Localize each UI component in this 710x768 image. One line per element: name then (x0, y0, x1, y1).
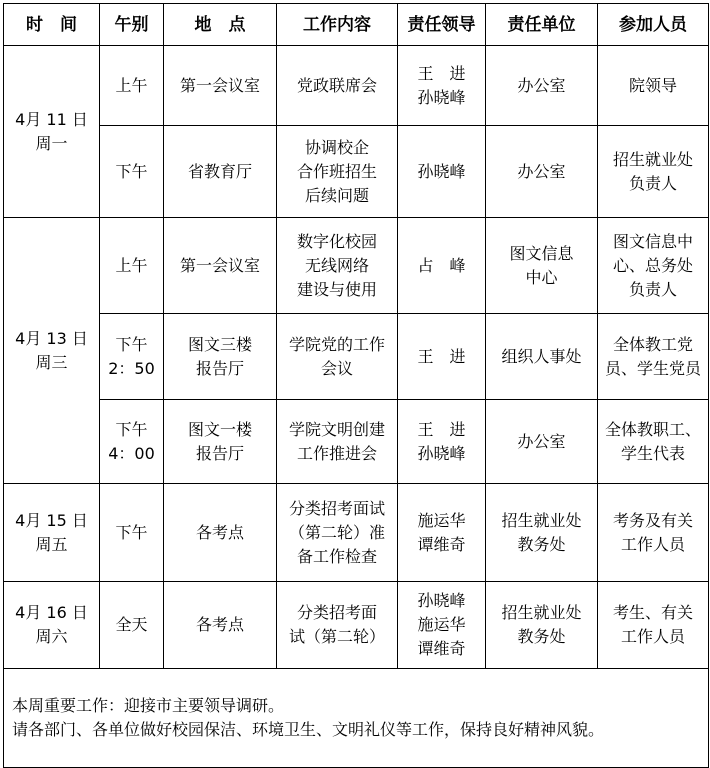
day-cell (4, 582, 100, 669)
unit-cell: 招生就业处 教务处 (486, 582, 598, 669)
leader-cell: 孙晓峰 施运华 谭维奇 (398, 582, 486, 669)
attendees-cell: 图文信息中 心、总务处 负责人 (598, 218, 709, 314)
leader-cell: 孙晓峰 (398, 126, 486, 218)
header-row (4, 4, 709, 46)
header-time: 时 间 (4, 4, 100, 46)
day-weekday: 周六 (35, 627, 68, 646)
attendees-cell: 全体教职工、 学生代表 (598, 400, 709, 484)
leader-cell: 占 峰 (398, 218, 486, 314)
period-cell: 上午 (100, 218, 164, 314)
attendees-cell: 院领导 (598, 46, 709, 126)
day-cell (4, 484, 100, 582)
content-cell: 数字化校园 无线网络 建设与使用 (277, 218, 398, 314)
content-cell: 分类招考面 试（第二轮） (277, 582, 398, 669)
attendees-cell: 考务及有关 工作人员 (598, 484, 709, 582)
place-cell: 图文一楼 报告厅 (164, 400, 277, 484)
content-cell: 协调校企 合作班招生 后续问题 (277, 126, 398, 218)
unit-cell: 办公室 (486, 400, 598, 484)
header-unit: 责任单位 (486, 4, 598, 46)
table-row (4, 126, 709, 218)
schedule-container (3, 3, 708, 768)
unit-cell: 办公室 (486, 126, 598, 218)
unit-cell: 图文信息 中心 (486, 218, 598, 314)
place-cell: 第一会议室 (164, 46, 277, 126)
weekly-schedule-table (3, 3, 709, 768)
period-cell: 下午 (100, 484, 164, 582)
content-cell: 分类招考面试 （第二轮）准 备工作检查 (277, 484, 398, 582)
header-place: 地 点 (164, 4, 277, 46)
header-period: 午别 (100, 4, 164, 46)
place-cell: 第一会议室 (164, 218, 277, 314)
notes-line-2: 请各部门、各单位做好校园保洁、环境卫生、文明礼仪等工作，保持良好精神风貌。 (12, 720, 605, 739)
table-row (4, 46, 709, 126)
day-date: 4月 13 日 (15, 328, 88, 348)
header-attendees: 参加人员 (598, 4, 709, 46)
place-cell: 省教育厅 (164, 126, 277, 218)
header-content: 工作内容 (277, 4, 398, 46)
leader-cell: 王 进 孙晓峰 (398, 400, 486, 484)
table-row (4, 314, 709, 400)
notes-row (4, 669, 709, 768)
notes-cell (4, 669, 709, 768)
leader-cell: 施运华 谭维奇 (398, 484, 486, 582)
table-row (4, 484, 709, 582)
content-cell: 学院文明创建 工作推进会 (277, 400, 398, 484)
period-cell: 全天 (100, 582, 164, 669)
day-weekday: 周五 (35, 534, 68, 554)
table-row (4, 218, 709, 314)
attendees-cell: 招生就业处 负责人 (598, 126, 709, 218)
table-row (4, 400, 709, 484)
leader-cell: 王 进 (398, 314, 486, 400)
period-cell: 下午 (100, 126, 164, 218)
unit-cell: 组织人事处 (486, 314, 598, 400)
header-leader: 责任领导 (398, 4, 486, 46)
place-cell: 各考点 (164, 582, 277, 669)
day-cell (4, 218, 100, 484)
place-cell: 图文三楼 报告厅 (164, 314, 277, 400)
unit-cell: 招生就业处 教务处 (486, 484, 598, 582)
attendees-cell: 考生、有关 工作人员 (598, 582, 709, 669)
content-cell: 学院党的工作 会议 (277, 314, 398, 400)
day-date: 4月 11 日 (15, 109, 88, 129)
day-date: 4月 15 日 (15, 510, 88, 530)
place-cell: 各考点 (164, 484, 277, 582)
period-cell: 上午 (100, 46, 164, 126)
day-weekday: 周三 (35, 352, 68, 372)
table-row (4, 582, 709, 669)
period-cell: 下午 2：50 (100, 314, 164, 400)
content-cell: 党政联席会 (277, 46, 398, 126)
day-date: 4月 16 日 (15, 603, 88, 622)
day-cell (4, 46, 100, 218)
notes-line-1: 本周重要工作：迎接市主要领导调研。 (12, 696, 285, 715)
attendees-cell: 全体教工党 员、学生党员 (598, 314, 709, 400)
day-weekday: 周一 (35, 133, 68, 153)
unit-cell: 办公室 (486, 46, 598, 126)
leader-cell: 王 进 孙晓峰 (398, 46, 486, 126)
period-cell: 下午 4：00 (100, 400, 164, 484)
